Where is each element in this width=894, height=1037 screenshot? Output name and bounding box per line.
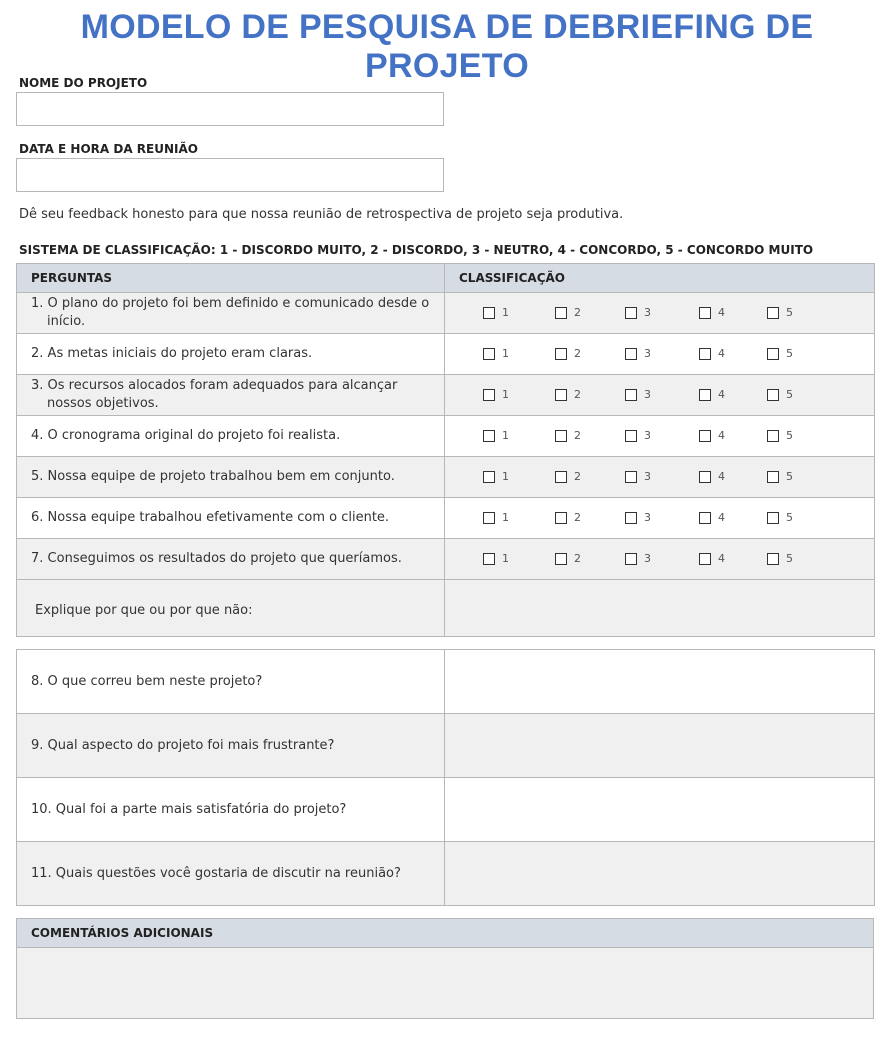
rating-option-4[interactable]: [699, 511, 725, 524]
rating-option-label: 1: [502, 429, 509, 442]
rating-option-label: 1: [502, 388, 509, 401]
question-number: 2.: [31, 346, 44, 361]
question-cell: [17, 457, 445, 498]
rating-checkbox[interactable]: [483, 389, 495, 401]
rating-checkbox[interactable]: [555, 512, 567, 524]
rating-option-label: 4: [718, 388, 725, 401]
rating-checkbox[interactable]: [483, 307, 495, 319]
open-question-answer-field[interactable]: [445, 650, 875, 714]
comments-header: COMENTÁRIOS ADICIONAIS: [17, 919, 874, 948]
rating-checkbox[interactable]: [625, 512, 637, 524]
rating-option-3[interactable]: [625, 511, 651, 524]
rating-option-2[interactable]: [555, 347, 581, 360]
rating-checkbox[interactable]: [625, 389, 637, 401]
rating-checkbox[interactable]: [625, 471, 637, 483]
rating-option-label: 5: [786, 306, 793, 319]
question-text: [31, 468, 432, 486]
rating-option-label: 3: [644, 306, 651, 319]
intro-text: Dê seu feedback honesto para que nossa reunião de retrospectiva de projeto seja produtiva.: [19, 207, 624, 222]
rating-checkbox[interactable]: [699, 553, 711, 565]
rating-checkbox[interactable]: [699, 348, 711, 360]
rating-option-label: 2: [574, 347, 581, 360]
question-cell: [17, 416, 445, 457]
rating-option-1[interactable]: [483, 429, 509, 442]
open-question-label: 8. O que correu bem neste projeto?: [17, 650, 445, 714]
project-name-input[interactable]: [16, 92, 444, 126]
rating-option-2[interactable]: [555, 306, 581, 319]
question-row: [17, 498, 875, 539]
open-question-row: [17, 778, 875, 842]
meeting-datetime-input[interactable]: [16, 158, 444, 192]
question-row: [17, 293, 875, 334]
question-cell: [17, 334, 445, 375]
question-number: 3.: [31, 378, 44, 393]
question-text: [31, 345, 432, 363]
rating-option-1[interactable]: [483, 347, 509, 360]
rating-option-1[interactable]: [483, 470, 509, 483]
rating-option-4[interactable]: [699, 470, 725, 483]
rating-cell: [445, 457, 875, 498]
rating-option-1[interactable]: [483, 306, 509, 319]
rating-option-3[interactable]: [625, 388, 651, 401]
rating-option-label: 5: [786, 511, 793, 524]
rating-option-label: 3: [644, 470, 651, 483]
rating-option-label: 4: [718, 511, 725, 524]
rating-checkbox[interactable]: [699, 430, 711, 442]
rating-cell: [445, 375, 875, 416]
open-question-label: 9. Qual aspecto do projeto foi mais frustrante?: [17, 714, 445, 778]
question-text: [31, 509, 432, 527]
rating-option-label: 3: [644, 347, 651, 360]
question-text: [31, 377, 432, 413]
question-label: O plano do projeto foi bem definido e comunicado desde o início.: [47, 296, 430, 329]
rating-option-label: 4: [718, 429, 725, 442]
open-question-row: [17, 650, 875, 714]
rating-option-1[interactable]: [483, 552, 509, 565]
rating-option-label: 5: [786, 388, 793, 401]
rating-checkbox[interactable]: [767, 389, 779, 401]
rating-option-5[interactable]: [767, 347, 793, 360]
rating-checkbox[interactable]: [483, 348, 495, 360]
question-number: 7.: [31, 551, 44, 566]
explain-label: Explique por que ou por que não:: [35, 602, 253, 618]
rating-checkbox[interactable]: [483, 471, 495, 483]
rating-checkbox[interactable]: [625, 553, 637, 565]
question-label: Nossa equipe de projeto trabalhou bem em conjunto.: [47, 469, 395, 484]
rating-option-label: 2: [574, 511, 581, 524]
rating-option-2[interactable]: [555, 429, 581, 442]
rating-option-label: 1: [502, 347, 509, 360]
question-label: O cronograma original do projeto foi realista.: [47, 428, 341, 443]
rating-cell: [445, 334, 875, 375]
rating-checkbox[interactable]: [483, 553, 495, 565]
question-label: Nossa equipe trabalhou efetivamente com o cliente.: [47, 510, 390, 525]
rating-option-3[interactable]: [625, 552, 651, 565]
rating-option-label: 1: [502, 511, 509, 524]
rating-checkbox[interactable]: [555, 307, 567, 319]
explain-row: [17, 580, 875, 637]
rating-checkbox[interactable]: [767, 307, 779, 319]
rating-option-4[interactable]: [699, 429, 725, 442]
rating-option-5[interactable]: [767, 388, 793, 401]
rating-option-label: 1: [502, 470, 509, 483]
comments-table: [16, 918, 874, 1019]
meeting-datetime-label: DATA E HORA DA REUNIÃO: [19, 142, 198, 156]
question-cell: [17, 293, 445, 334]
rating-cell: [445, 293, 875, 334]
rating-option-5[interactable]: [767, 306, 793, 319]
question-number: 5.: [31, 469, 44, 484]
rating-option-2[interactable]: [555, 552, 581, 565]
questions-column-header: PERGUNTAS: [17, 264, 445, 293]
open-question-row: [17, 714, 875, 778]
open-question-label: 10. Qual foi a parte mais satisfatória do projeto?: [17, 778, 445, 842]
question-cell: [17, 539, 445, 580]
rating-option-label: 5: [786, 429, 793, 442]
rating-option-label: 2: [574, 429, 581, 442]
rating-checkbox[interactable]: [625, 307, 637, 319]
rating-option-1[interactable]: [483, 511, 509, 524]
rating-option-5[interactable]: [767, 552, 793, 565]
question-text: [31, 427, 432, 445]
rating-option-2[interactable]: [555, 388, 581, 401]
rating-checkbox[interactable]: [767, 430, 779, 442]
rating-option-label: 1: [502, 552, 509, 565]
rating-option-label: 5: [786, 347, 793, 360]
question-label: As metas iniciais do projeto eram claras.: [47, 346, 313, 361]
rating-option-1[interactable]: [483, 388, 509, 401]
rating-table: [16, 263, 875, 637]
rating-option-3[interactable]: [625, 470, 651, 483]
rating-option-label: 4: [718, 306, 725, 319]
question-row: [17, 457, 875, 498]
rating-checkbox[interactable]: [625, 430, 637, 442]
rating-option-label: 4: [718, 470, 725, 483]
rating-option-label: 1: [502, 306, 509, 319]
page-title: MODELO DE PESQUISA DE DEBRIEFING DE PROJETO: [80, 8, 814, 85]
rating-option-4[interactable]: [699, 347, 725, 360]
question-number: 6.: [31, 510, 44, 525]
rating-cell: [445, 416, 875, 457]
rating-option-label: 2: [574, 552, 581, 565]
rating-checkbox[interactable]: [625, 348, 637, 360]
rating-checkbox[interactable]: [767, 512, 779, 524]
rating-option-5[interactable]: [767, 470, 793, 483]
rating-option-2[interactable]: [555, 511, 581, 524]
rating-checkbox[interactable]: [699, 389, 711, 401]
rating-option-label: 3: [644, 511, 651, 524]
rating-cell: [445, 539, 875, 580]
rating-option-label: 4: [718, 552, 725, 565]
rating-checkbox[interactable]: [483, 512, 495, 524]
rating-checkbox[interactable]: [767, 471, 779, 483]
rating-system-legend: SISTEMA DE CLASSIFICAÇÃO: 1 - DISCORDO MUITO, 2 - DISCORDO, 3 - NEUTRO, 4 - CONCORDO, 5 - CONCORDO MUITO: [19, 243, 814, 257]
rating-checkbox[interactable]: [699, 471, 711, 483]
rating-table-header: [17, 264, 875, 293]
rating-checkbox[interactable]: [699, 307, 711, 319]
explain-answer-field[interactable]: [445, 580, 875, 637]
rating-checkbox[interactable]: [767, 553, 779, 565]
rating-checkbox[interactable]: [555, 389, 567, 401]
open-question-answer-field[interactable]: [445, 714, 875, 778]
rating-checkbox[interactable]: [555, 471, 567, 483]
open-question-label: 11. Quais questões você gostaria de discutir na reunião?: [17, 842, 445, 906]
open-questions-table: [16, 649, 875, 906]
rating-checkbox[interactable]: [555, 553, 567, 565]
rating-option-5[interactable]: [767, 429, 793, 442]
rating-checkbox[interactable]: [555, 430, 567, 442]
rating-option-3[interactable]: [625, 306, 651, 319]
rating-option-4[interactable]: [699, 552, 725, 565]
rating-option-label: 3: [644, 388, 651, 401]
rating-checkbox[interactable]: [483, 430, 495, 442]
open-question-answer-field[interactable]: [445, 778, 875, 842]
open-question-answer-field[interactable]: [445, 842, 875, 906]
rating-option-label: 3: [644, 429, 651, 442]
question-row: [17, 539, 875, 580]
rating-option-label: 4: [718, 347, 725, 360]
rating-option-label: 2: [574, 388, 581, 401]
rating-option-3[interactable]: [625, 347, 651, 360]
open-question-row: [17, 842, 875, 906]
rating-option-3[interactable]: [625, 429, 651, 442]
rating-option-label: 2: [574, 470, 581, 483]
question-cell: [17, 498, 445, 539]
rating-checkbox[interactable]: [555, 348, 567, 360]
question-cell: [17, 375, 445, 416]
rating-option-4[interactable]: [699, 388, 725, 401]
rating-option-label: 2: [574, 306, 581, 319]
question-label: Os recursos alocados foram adequados para alcançar nossos objetivos.: [47, 378, 398, 411]
rating-option-5[interactable]: [767, 511, 793, 524]
rating-checkbox[interactable]: [767, 348, 779, 360]
rating-option-label: 5: [786, 470, 793, 483]
comments-field[interactable]: [17, 948, 874, 1019]
project-name-label: NOME DO PROJETO: [19, 76, 148, 90]
rating-option-label: 3: [644, 552, 651, 565]
rating-checkbox[interactable]: [699, 512, 711, 524]
rating-option-2[interactable]: [555, 470, 581, 483]
rating-column-header: CLASSIFICAÇÃO: [445, 264, 875, 293]
question-text: [31, 295, 432, 331]
question-row: [17, 416, 875, 457]
question-text: [31, 550, 432, 568]
question-number: 1.: [31, 296, 44, 311]
question-row: [17, 375, 875, 416]
question-number: 4.: [31, 428, 44, 443]
rating-cell: [445, 498, 875, 539]
rating-option-4[interactable]: [699, 306, 725, 319]
question-row: [17, 334, 875, 375]
question-label: Conseguimos os resultados do projeto que queríamos.: [47, 551, 402, 566]
rating-option-label: 5: [786, 552, 793, 565]
